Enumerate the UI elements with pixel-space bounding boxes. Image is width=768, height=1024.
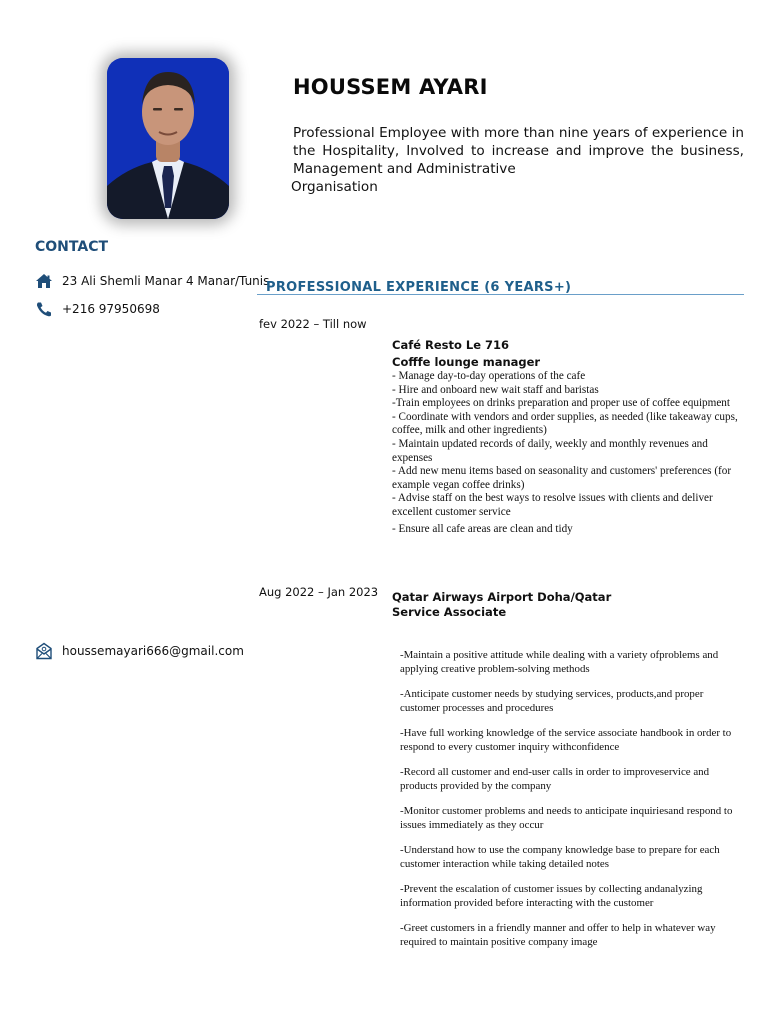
summary-line: Organisation [291,179,378,195]
summary-line: the Hospitality, Involved to increase and improve the business, [293,143,744,159]
duty-item: -Greet customers in a friendly manner and offer to help in whatever way required to maintain positive company image [400,922,716,948]
contact-phone-row [35,299,160,319]
duty-item: -Understand how to use the company knowledge base to prepare for each customer interaction while taking detailed notes [400,844,720,870]
section-divider [257,294,744,295]
job-duties-list [392,370,742,536]
duty-item: -Monitor customer problems and needs to anticipate inquiriesand respond to issues immediately as they occur [400,805,733,831]
profile-summary [293,124,744,196]
duty-item: -Have full working knowledge of the service associate handbook in order to respond to every customer inquiry withconfidence [400,727,732,753]
job-duties-list [400,648,745,960]
job-company: Café Resto Le 716 [392,338,510,352]
contact-heading: CONTACT [35,239,109,255]
duty-item: -Anticipate customer needs by studying services, products,and proper customer processes and procedures [400,688,704,714]
job-role: Service Associate [392,605,507,619]
duty-item: -Train employees on drinks preparation and proper use of coffee equipment [392,397,731,410]
duty-item: -Prevent the escalation of customer issues by collecting andanalyzing information provided before interacting with the customer [400,883,703,909]
duty-item: - Ensure all cafe areas are clean and tidy [392,522,573,535]
duty-item: - Add new menu items based on seasonality and customers' preferences (for example vegan coffee drinks) [392,465,732,491]
duty-item: -Maintain a positive attitude while dealing with a variety ofproblems and applying creative problem-solving methods [400,649,719,675]
job-date: Aug 2022 – Jan 2023 [259,585,379,599]
phone-icon [35,301,53,317]
mail-icon [35,642,53,660]
job-company: Qatar Airways Airport Doha/Qatar [392,590,612,604]
contact-phone[interactable]: +216 97950698 [62,302,160,316]
job-date: fev 2022 – Till now [259,317,367,331]
contact-address: 23 Ali Shemli Manar 4 Manar/Tunis [62,274,270,288]
home-icon [35,273,53,289]
duty-item: - Hire and onboard new wait staff and baristas [392,383,599,396]
duty-item: - Advise staff on the best ways to resolve issues with clients and deliver excellent customer service [392,492,713,518]
profile-photo [107,58,229,219]
contact-email-row [35,641,244,661]
duty-item: -Record all customer and end-user calls in order to improveservice and products provided by the company [400,766,710,792]
contact-address-row [35,271,269,291]
duty-item: - Maintain updated records of daily, weekly and monthly revenues and expenses [392,437,708,464]
summary-line: Professional Employee with more than nine years of experience in [293,125,744,141]
duty-item: - Coordinate with vendors and order supplies, as needed (like takeaway cups, coffee, milk and other ingredients) [392,410,738,437]
job-role: Cofffe lounge manager [392,355,541,369]
contact-email[interactable]: houssemayari666@gmail.com [62,644,244,658]
experience-heading: PROFESSIONAL EXPERIENCE (6 YEARS+) [266,280,572,295]
duty-item: - Manage day-to-day operations of the cafe [392,370,586,382]
candidate-name: HOUSSEM AYARI [293,75,488,99]
summary-line: Management and Administrative [293,161,516,177]
